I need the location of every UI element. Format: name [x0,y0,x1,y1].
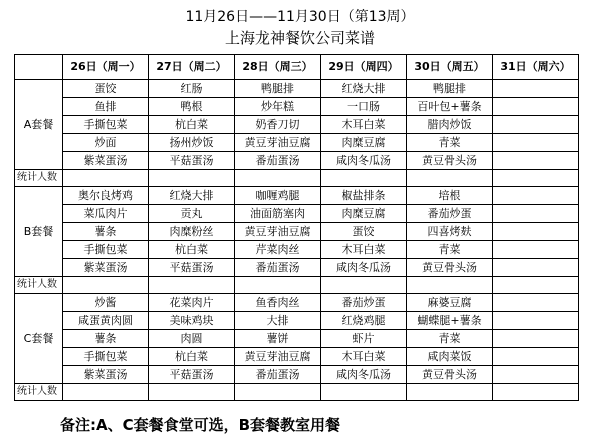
count-cell[interactable] [493,384,579,401]
dish-cell: 青菜 [407,241,493,259]
day-header: 30日（周五） [407,55,493,80]
table-row [15,134,579,152]
dish-cell [493,116,579,134]
count-cell[interactable] [407,277,493,294]
dish-cell [493,312,579,330]
dish-cell: 黄豆芽油豆腐 [235,223,321,241]
dish-cell [493,152,579,170]
table-row [15,80,579,98]
dish-cell [493,330,579,348]
count-cell[interactable] [63,384,149,401]
dish-cell [493,241,579,259]
count-cell[interactable] [321,384,407,401]
dish-cell: 肉圆 [149,330,235,348]
dish-cell: 芹菜肉丝 [235,241,321,259]
table-row [15,312,579,330]
dish-cell [493,348,579,366]
dish-cell: 木耳白菜 [321,241,407,259]
dish-cell: 炒年糕 [235,98,321,116]
dish-cell: 虾片 [321,330,407,348]
dish-cell: 咸肉冬瓜汤 [321,259,407,277]
dish-cell: 黄豆骨头汤 [407,152,493,170]
dish-cell: 黄豆骨头汤 [407,366,493,384]
table-row [15,205,579,223]
header-row [15,55,579,80]
dish-cell: 花菜肉片 [149,294,235,312]
count-cell[interactable] [235,384,321,401]
table-row [15,187,579,205]
count-cell[interactable] [149,384,235,401]
dish-cell: 麻婆豆腐 [407,294,493,312]
dish-cell: 木耳白菜 [321,348,407,366]
dish-cell: 一口肠 [321,98,407,116]
count-row [15,384,579,401]
dish-cell: 杭白菜 [149,241,235,259]
dish-cell: 平菇蛋汤 [149,259,235,277]
count-cell[interactable] [493,277,579,294]
dish-cell: 红烧大排 [149,187,235,205]
dish-cell: 手撕包菜 [63,241,149,259]
dish-cell [493,294,579,312]
count-cell[interactable] [407,384,493,401]
dish-cell [493,98,579,116]
dish-cell: 手撕包菜 [63,348,149,366]
dish-cell: 肉糜豆腐 [321,134,407,152]
count-cell[interactable] [321,170,407,187]
dish-cell [493,205,579,223]
count-cell[interactable] [407,170,493,187]
dish-cell: 肉糜粉丝 [149,223,235,241]
dish-cell: 薯饼 [235,330,321,348]
set-name-cell: C套餐 [15,294,63,384]
dish-cell: 手撕包菜 [63,116,149,134]
dish-cell: 番茄蛋汤 [235,259,321,277]
dish-cell: 咸肉冬瓜汤 [321,366,407,384]
dish-cell: 青菜 [407,134,493,152]
dish-cell: 紫菜蛋汤 [63,152,149,170]
dish-cell: 紫菜蛋汤 [63,259,149,277]
dish-cell: 美味鸡块 [149,312,235,330]
day-header: 28日（周三） [235,55,321,80]
dish-cell: 薯条 [63,330,149,348]
dish-cell: 大排 [235,312,321,330]
count-cell[interactable] [149,277,235,294]
dish-cell: 奥尔良烤鸡 [63,187,149,205]
day-header: 27日（周二） [149,55,235,80]
dish-cell: 薯条 [63,223,149,241]
dish-cell [493,366,579,384]
dish-cell: 菜瓜肉片 [63,205,149,223]
menu-table [14,54,579,401]
count-row [15,170,579,187]
menu-title: 上海龙神餐饮公司菜谱 [224,29,375,47]
dish-cell: 培根 [407,187,493,205]
dish-cell [493,80,579,98]
dish-cell: 腊肉炒饭 [407,116,493,134]
count-cell[interactable] [493,170,579,187]
table-row [15,223,579,241]
dish-cell: 咸蛋黄肉圆 [63,312,149,330]
dish-cell: 番茄炒蛋 [407,205,493,223]
dish-cell: 蛋饺 [321,223,407,241]
dish-cell: 油面筋塞肉 [235,205,321,223]
remark-note: 备注:A、C套餐食堂可选，B套餐教室用餐 [60,416,341,434]
menu-table-body [15,55,579,401]
corner-cell [15,55,63,80]
dish-cell: 红烧大排 [321,80,407,98]
dish-cell: 红肠 [149,80,235,98]
dish-cell: 咖喱鸡腿 [235,187,321,205]
dish-cell [493,259,579,277]
dish-cell: 椒盐排条 [321,187,407,205]
set-name-cell: A套餐 [15,80,63,170]
table-row [15,241,579,259]
dish-cell: 鱼香肉丝 [235,294,321,312]
set-name-cell: B套餐 [15,187,63,277]
day-header: 26日（周一） [63,55,149,80]
dish-cell: 咸肉菜饭 [407,348,493,366]
dish-cell: 贡丸 [149,205,235,223]
count-cell[interactable] [235,277,321,294]
dish-cell: 炒面 [63,134,149,152]
dish-cell: 紫菜蛋汤 [63,366,149,384]
dish-cell: 黄豆骨头汤 [407,259,493,277]
table-row [15,98,579,116]
dish-cell [493,134,579,152]
dish-cell: 肉糜豆腐 [321,205,407,223]
dish-cell [493,223,579,241]
table-row [15,366,579,384]
dish-cell: 扬州炒饭 [149,134,235,152]
table-row [15,348,579,366]
dish-cell: 黄豆芽油豆腐 [235,348,321,366]
dish-cell: 平菇蛋汤 [149,152,235,170]
dish-cell: 番茄蛋汤 [235,366,321,384]
table-row [15,259,579,277]
dish-cell: 红烧鸡腿 [321,312,407,330]
dish-cell: 百叶包+薯条 [407,98,493,116]
count-cell[interactable] [235,170,321,187]
dish-cell: 青菜 [407,330,493,348]
dish-cell: 鸭腿排 [235,80,321,98]
dish-cell: 咸肉冬瓜汤 [321,152,407,170]
dish-cell: 鸭腿排 [407,80,493,98]
day-header: 29日（周四） [321,55,407,80]
count-label: 统计人数 [15,384,63,401]
dish-cell: 番茄蛋汤 [235,152,321,170]
dish-cell: 鱼排 [63,98,149,116]
table-row [15,294,579,312]
dish-cell: 炒酱 [63,294,149,312]
dish-cell: 平菇蛋汤 [149,366,235,384]
table-row [15,152,579,170]
table-row [15,116,579,134]
count-label: 统计人数 [15,277,63,294]
count-cell[interactable] [63,170,149,187]
dish-cell: 奶香刀切 [235,116,321,134]
dish-cell: 黄豆芽油豆腐 [235,134,321,152]
count-row [15,277,579,294]
dish-cell: 鸭根 [149,98,235,116]
count-cell[interactable] [321,277,407,294]
day-header: 31日（周六） [493,55,579,80]
dish-cell: 番茄炒蛋 [321,294,407,312]
count-label: 统计人数 [15,170,63,187]
dish-cell: 杭白菜 [149,348,235,366]
dish-cell: 四喜烤麸 [407,223,493,241]
dish-cell: 木耳白菜 [321,116,407,134]
date-range-title: 11月26日——11月30日（第13周） [185,9,415,25]
dish-cell: 蝴蝶腿+薯条 [407,312,493,330]
dish-cell: 杭白菜 [149,116,235,134]
count-cell[interactable] [149,170,235,187]
dish-cell [493,187,579,205]
dish-cell: 蛋饺 [63,80,149,98]
count-cell[interactable] [63,277,149,294]
table-row [15,330,579,348]
